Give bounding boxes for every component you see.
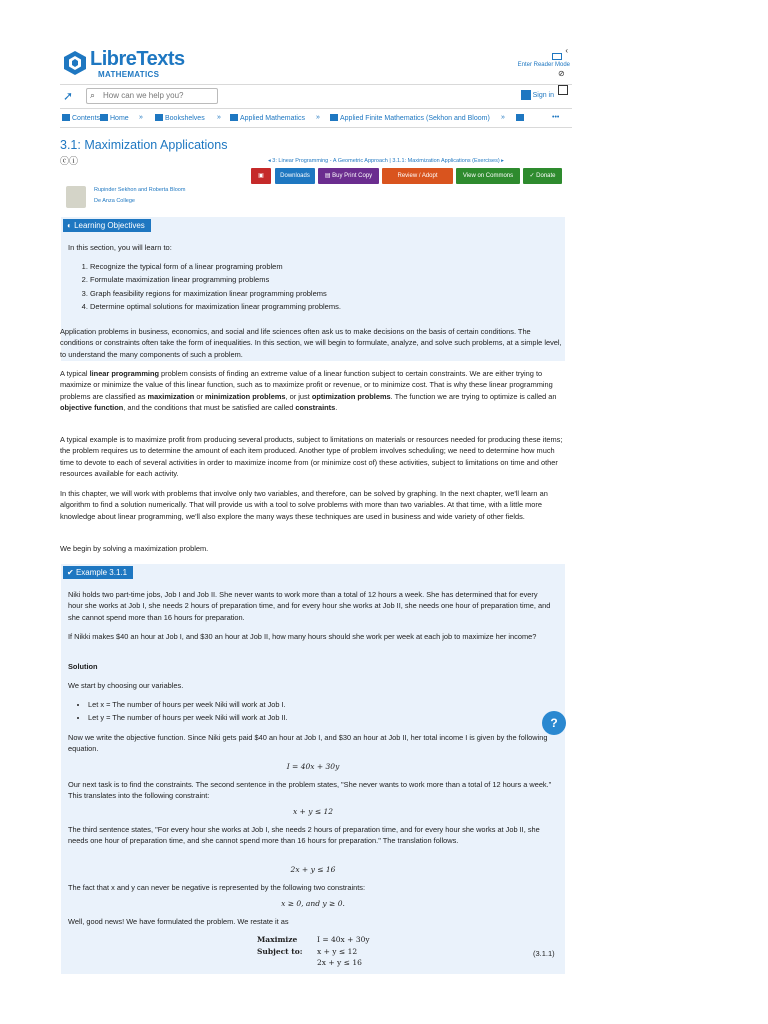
solution-step-5: The fact that x and y can never be negative is represented by the following two constraints: — [68, 883, 366, 892]
lp-row-label: Subject to: — [257, 946, 303, 956]
solution-heading: Solution — [68, 662, 98, 671]
books-icon — [230, 114, 238, 121]
buy-print-copy-button[interactable] — [318, 168, 379, 184]
books-icon — [330, 114, 338, 121]
breadcrumb-book-label: Applied Finite Mathematics (Sekhon and Bloom) — [340, 115, 490, 122]
lp-row-expression: 2x + y ≤ 16 — [317, 958, 362, 967]
breadcrumb-home-label: Home — [110, 115, 129, 122]
search-input[interactable] — [86, 88, 218, 104]
breadcrumb-bookshelves[interactable] — [155, 114, 205, 122]
list-item: 3. Graph feasibility regions for maximization linear programming problems — [90, 287, 341, 300]
equation-preparation: 2x + y ≤ 16 — [290, 865, 336, 874]
lp-row-label: Maximize — [257, 935, 298, 944]
example-question-2: If Nikki makes $40 an hour at Job I, and $30 an hour at Job II, how many hours should she work per week at each job to maximize her income? — [68, 632, 537, 641]
nav-separator: | — [389, 158, 393, 164]
breadcrumb — [60, 109, 572, 128]
cc-license-icon[interactable]: ⓒⓘ — [60, 156, 79, 166]
variable-list — [48, 698, 288, 724]
search-bar — [60, 84, 572, 109]
donate-label: Donate — [536, 173, 556, 179]
solution-step-4: The third sentence states, "For every hour she works at Job I, she needs 2 hours of preparation time, and for every hour she works at Job II, she needs one hour of preparation time, and she cannot spend more than 16 hours for preparation." The translation follows. — [68, 825, 540, 846]
learning-objectives-list — [50, 260, 341, 313]
example-title: Example 3.1.1 — [75, 568, 128, 577]
next-page-link[interactable]: 3.1.1: Maximization Applications (Exercises) ▸ — [392, 158, 504, 164]
print-icon: ▤ — [324, 173, 333, 179]
collapse-icon[interactable]: ‹ — [565, 46, 568, 55]
solution-step-6: Well, good news! We have formulated the problem. We restate it as — [68, 917, 289, 926]
books-icon — [155, 114, 163, 121]
breadcrumb-book[interactable] — [330, 114, 490, 122]
page-navigation — [268, 158, 504, 164]
paragraph-intro: Application problems in business, economics, and social and life sciences often ask us to make decisions on the basis of certain conditions. The conditions or constraints often take the form of inequalities. In this section, we will begin to formulate, analyze, and solve such problems, at a simple level, to understand the many components of such a problem. — [60, 327, 562, 359]
author-avatar — [66, 186, 86, 208]
equation-number: (3.1.1) — [533, 949, 555, 958]
paragraph-chapter: In this chapter, we will work with problems that involve only two variables, and therefore, can be solved by graphing. In the next chapter, we'll learn an algorithm to find a solution numerically. That will provide us with a tool to solve problems with more than two variables. At that time, with a little more knowledge about linear programming, we'll also explore the many ways these techniques are used in business and wide variety of other fields. — [60, 489, 548, 521]
reader-mode-icon — [552, 53, 562, 60]
target-icon: ◐ — [67, 221, 75, 230]
donate-button[interactable] — [523, 168, 562, 184]
solution-step-2: Now we write the objective function. Since Niki gets paid $40 an hour at Job I, and $30 an hour at Job II, her total income I is given by the following equation. — [68, 733, 548, 754]
downloads-button[interactable]: Downloads — [275, 168, 315, 184]
more-icon[interactable]: ••• — [552, 114, 560, 121]
list-item: 2. Formulate maximization linear programming problems — [90, 273, 341, 286]
author-college[interactable]: De Anza College — [94, 198, 135, 204]
libretexts-logo-icon[interactable] — [63, 50, 87, 76]
breadcrumb-home[interactable] — [100, 114, 129, 122]
equation-nonnegative: x ≥ 0, and y ≥ 0. — [281, 899, 345, 908]
breadcrumb-bookshelves-label: Bookshelves — [165, 115, 205, 122]
pdf-icon: ▣ — [258, 173, 264, 179]
lp-row-expression: I = 40x + 30y — [317, 935, 370, 944]
view-on-commons-button[interactable]: View on Commons — [456, 168, 520, 184]
list-item: • Let y = The number of hours per week Niki will work at Job II. — [88, 711, 288, 724]
equation-income: I = 40x + 30y — [286, 762, 340, 771]
brand-name[interactable]: LibreTexts — [90, 48, 185, 70]
lp-row — [257, 946, 370, 958]
lp-system — [257, 934, 370, 969]
paragraph-linear-programming: A typical linear programming problem consists of finding an extreme value of a linear function subject to certain constraints. We are either trying to maximize or minimize the value of this linear function, such as to maximize profit or revenue, or to minimize cost. That is why these linear programming problems are classified as maximization or minimization problems, or just optimization problems. The function we are trying to optimize is called an objective function, and the conditions that must be satisfied are called constraints. — [60, 369, 557, 412]
breadcrumb-contents[interactable] — [62, 114, 100, 122]
check-icon: ✔ — [67, 568, 76, 577]
heart-icon: ✓ — [529, 173, 537, 179]
rocket-icon[interactable]: ➚ — [63, 89, 74, 103]
sign-in-label: Sign in — [532, 91, 554, 99]
home-icon — [100, 114, 108, 121]
search-icon: ⌕ — [90, 90, 96, 100]
prev-page-label: 3: Linear Programming - A Geometric Approach — [272, 158, 388, 164]
lp-row — [257, 934, 370, 946]
breadcrumb-separator: » — [217, 114, 221, 121]
brand-subtitle: MATHEMATICS — [98, 70, 160, 79]
breadcrumb-contents-label: Contents — [72, 115, 101, 122]
page-content — [46, 44, 572, 974]
next-page-label: 3.1.1: Maximization Applications (Exercises) — [392, 158, 500, 164]
page-title: 3.1: Maximization Applications — [60, 138, 228, 152]
search-placeholder: How can we help you? — [103, 91, 184, 100]
list-icon — [62, 114, 70, 121]
prev-page-link[interactable]: ◂ 3: Linear Programming - A Geometric Approach — [268, 158, 388, 164]
breadcrumb-applied-mathematics[interactable] — [230, 114, 305, 122]
pdf-button[interactable] — [251, 168, 271, 184]
solution-step-1: We start by choosing our variables. — [68, 681, 184, 690]
site-header — [60, 44, 572, 85]
paragraph-begin: We begin by solving a maximization problem. — [60, 544, 209, 553]
lp-row-expression: x + y ≤ 12 — [317, 946, 358, 956]
eye-off-icon[interactable]: ⊘ — [558, 69, 565, 78]
breadcrumb-separator: » — [139, 114, 143, 121]
learning-objectives-intro: In this section, you will learn to: — [68, 243, 172, 252]
author-names[interactable]: Rupinder Sekhon and Roberta Bloom — [94, 187, 186, 193]
reader-mode-label: Enter Reader Mode — [517, 62, 570, 68]
paragraph-example-types: A typical example is to maximize profit from producing several products, subject to limitations on materials or resources needed for producing these items; the problem requires us to determine the amount of each item produced. Another type of problem involves scheduling; we need to determine how much time to devote to each of several activities in order to maximize income from (or minimize cost of) these activities, subject to limitations on time and other resources available for each activity. — [60, 435, 563, 478]
learning-objectives-title: Learning Objectives — [74, 221, 145, 230]
list-item: 1. Recognize the typical form of a linear programing problem — [90, 260, 341, 273]
solution-step-3: Our next task is to find the constraints. The second sentence in the problem states, "She never wants to work more than a total of 12 hours a week." This translates into the following constraint: — [68, 780, 552, 801]
breadcrumb-separator: » — [316, 114, 320, 121]
breadcrumb-separator: » — [501, 114, 505, 121]
buy-print-copy-label: Buy Print Copy — [332, 173, 373, 179]
learning-objectives-label — [63, 219, 151, 232]
list-item: 4. Determine optimal solutions for maximization linear programming problems. — [90, 300, 341, 313]
example-question-1: Niki holds two part-time jobs, Job I and Job II. She never wants to work more than a total of 12 hours a week. She has determined that for every hour she works at Job I, she needs 2 hours of preparation time, and for every hour she works at Job II, she needs one hour of preparation time, and she cannot spend more than 16 hours for preparation. — [68, 590, 551, 622]
sign-in-icon — [521, 90, 531, 100]
example-box — [61, 564, 565, 974]
help-button[interactable]: ? — [542, 711, 566, 735]
lp-row — [257, 957, 370, 969]
chat-icon[interactable] — [558, 85, 568, 95]
sign-in-button[interactable] — [521, 90, 554, 100]
reader-mode-button[interactable] — [518, 53, 570, 68]
book-icon[interactable] — [516, 114, 526, 122]
list-item: • Let x = The number of hours per week Niki will work at Job I. — [88, 698, 288, 711]
example-label — [63, 566, 133, 579]
review-adopt-button[interactable]: Review / Adopt — [382, 168, 453, 184]
breadcrumb-applied-mathematics-label: Applied Mathematics — [240, 115, 305, 122]
equation-hours: x + y ≤ 12 — [292, 807, 334, 816]
